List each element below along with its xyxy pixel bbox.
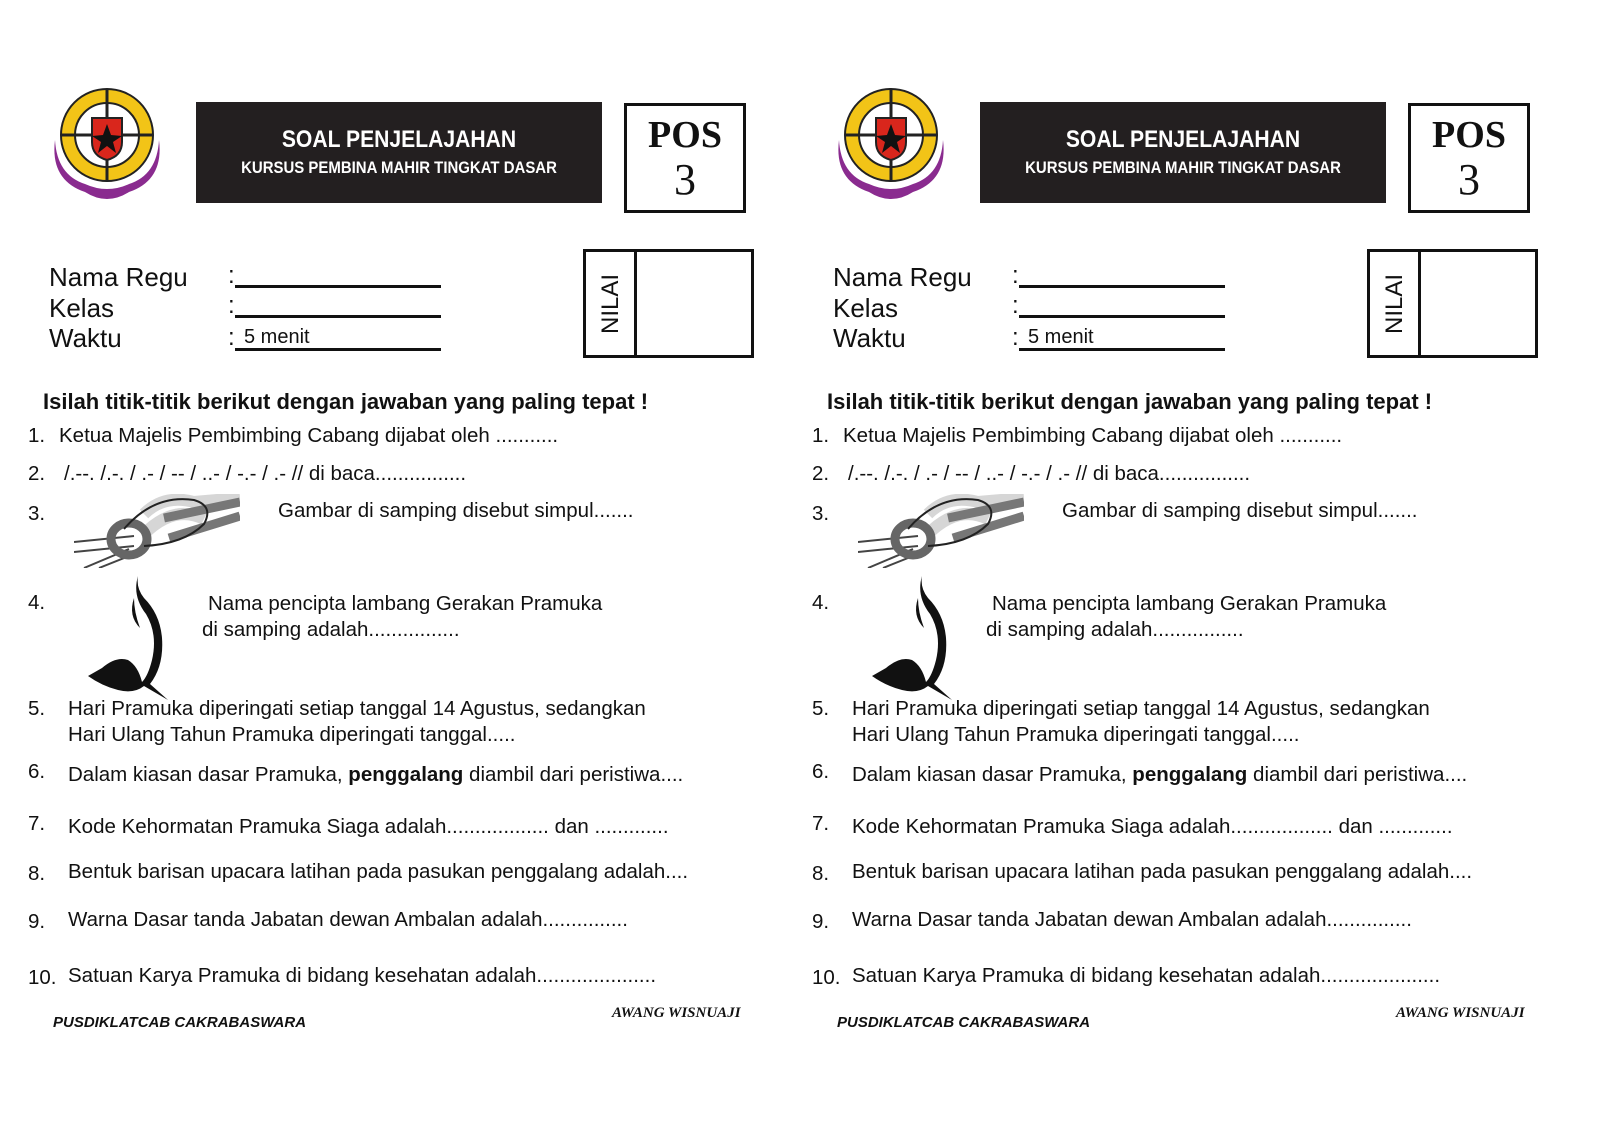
question-text-part: diambil dari peristiwa.... [463,763,684,786]
colon: : [228,292,235,319]
question-number: 7. [28,812,46,835]
question-text: Satuan Karya Pramuka di bidang kesehatan adalah..................... [852,964,1441,987]
question-number: 4. [28,591,46,614]
label-nama-regu: Nama Regu [49,262,188,292]
question-text-part: diambil dari peristiwa.... [1247,763,1468,786]
question-text-part: Dalam kiasan dasar Pramuka, [68,763,349,786]
question-text: Warna Dasar tanda Jabatan dewan Ambalan adalah............... [852,908,1412,931]
kelas-field[interactable] [1019,315,1225,318]
question-text: Nama pencipta lambang Gerakan Pramuka [208,592,603,615]
colon: : [1012,262,1019,289]
pramuka-logo [45,80,169,206]
sheet-title: SOAL PENJELAJAHAN [281,126,517,153]
footer-author: AWANG WISNUAJI [612,1005,741,1021]
sheet-subtitle: KURSUS PEMBINA MAHIR TINGKAT DASAR [241,158,557,177]
question-text-bold: penggalang [348,763,464,786]
question-number: 8. [812,862,830,885]
question-number: 3. [28,502,46,525]
question-number: 2. [812,462,830,485]
question-text: Nama pencipta lambang Gerakan Pramuka [992,592,1387,615]
question-text: Ketua Majelis Pembimbing Cabang dijabat oleh ........... [843,424,1343,447]
instruction: Isilah titik-titik berikut dengan jawaban yang paling tepat ! [43,389,649,414]
exam-sheet [0,0,784,1138]
question-text-cont: di samping adalah................ [202,618,460,641]
question-text-cont: Hari Ulang Tahun Pramuka diperingati tanggal..... [68,723,516,746]
divider [634,252,637,355]
question-text-cont: di samping adalah................ [986,618,1244,641]
question-text: Warna Dasar tanda Jabatan dewan Ambalan adalah............... [68,908,628,931]
question-text: Hari Pramuka diperingati setiap tanggal 14 Agustus, sedangkan [852,697,1430,720]
pos-number: 3 [1458,155,1480,204]
nilai-box [583,249,754,358]
question-text: Kode Kehormatan Pramuka Siaga adalah.................. dan ............. [852,815,1453,838]
title-banner [980,102,1386,203]
pos-label: POS [1432,114,1506,156]
question-number: 1. [28,424,46,447]
question-text: Bentuk barisan upacara latihan pada pasukan penggalang adalah.... [852,860,1473,883]
nilai-label: NILAI [597,273,624,335]
nama-regu-field[interactable] [235,285,441,288]
waktu-line [1019,348,1225,351]
question-text: Ketua Majelis Pembimbing Cabang dijabat oleh ........... [59,424,559,447]
pos-box [1408,103,1530,213]
nama-regu-field[interactable] [1019,285,1225,288]
question-number: 7. [812,812,830,835]
kelas-field[interactable] [235,315,441,318]
question-text: Hari Pramuka diperingati setiap tanggal 14 Agustus, sedangkan [68,697,646,720]
colon: : [1012,292,1019,319]
question-number: 5. [812,697,830,720]
question-number: 5. [28,697,46,720]
question-text: Gambar di samping disebut simpul....... [1062,499,1418,522]
label-waktu: Waktu [833,323,906,353]
sheet-subtitle: KURSUS PEMBINA MAHIR TINGKAT DASAR [1025,158,1341,177]
question-number: 6. [812,760,830,783]
question-text: Satuan Karya Pramuka di bidang kesehatan adalah..................... [68,964,657,987]
question-number: 6. [28,760,46,783]
question-text: /.--. /.-. / .- / -- / ..- / -.- / .- // di baca................ [64,462,467,485]
label-nama-regu: Nama Regu [833,262,972,292]
label-kelas: Kelas [49,293,115,323]
question-number: 1. [812,424,830,447]
question-number: 4. [812,591,830,614]
question-number: 10. [812,966,841,989]
sheet-title: SOAL PENJELAJAHAN [1065,126,1301,153]
colon: : [1012,324,1019,351]
question-text [68,763,683,787]
colon: : [228,262,235,289]
footer-organization: PUSDIKLATCAB CAKRABASWARA [837,1014,1091,1031]
exam-sheet [784,0,1568,1138]
question-text [852,763,1467,787]
question-number: 9. [28,910,46,933]
instruction: Isilah titik-titik berikut dengan jawaban yang paling tepat ! [827,389,1433,414]
pramuka-logo [829,80,953,206]
pos-box [624,103,746,213]
question-text: Kode Kehormatan Pramuka Siaga adalah.................. dan ............. [68,815,669,838]
nilai-label: NILAI [1381,273,1408,335]
question-number: 3. [812,502,830,525]
reef-knot-image [858,494,1024,573]
label-waktu: Waktu [49,323,122,353]
footer-author: AWANG WISNUAJI [1396,1005,1525,1021]
label-kelas: Kelas [833,293,899,323]
question-text-bold: penggalang [1132,763,1248,786]
question-number: 2. [28,462,46,485]
question-text: Bentuk barisan upacara latihan pada pasukan penggalang adalah.... [68,860,689,883]
footer-organization: PUSDIKLATCAB CAKRABASWARA [53,1014,307,1031]
question-text-part: Dalam kiasan dasar Pramuka, [852,763,1133,786]
waktu-value: 5 menit [244,326,310,348]
pos-label: POS [648,114,722,156]
waktu-value: 5 menit [1028,326,1094,348]
question-text-cont: Hari Ulang Tahun Pramuka diperingati tanggal..... [852,723,1300,746]
colon: : [228,324,235,351]
question-number: 10. [28,966,57,989]
tunas-kelapa-image [88,576,174,705]
question-number: 9. [812,910,830,933]
question-number: 8. [28,862,46,885]
tunas-kelapa-image [872,576,958,705]
pos-number: 3 [674,155,696,204]
divider [1418,252,1421,355]
question-text: Gambar di samping disebut simpul....... [278,499,634,522]
question-text: /.--. /.-. / .- / -- / ..- / -.- / .- // di baca................ [848,462,1251,485]
reef-knot-image [74,494,240,573]
nilai-box [1367,249,1538,358]
title-banner [196,102,602,203]
waktu-line [235,348,441,351]
